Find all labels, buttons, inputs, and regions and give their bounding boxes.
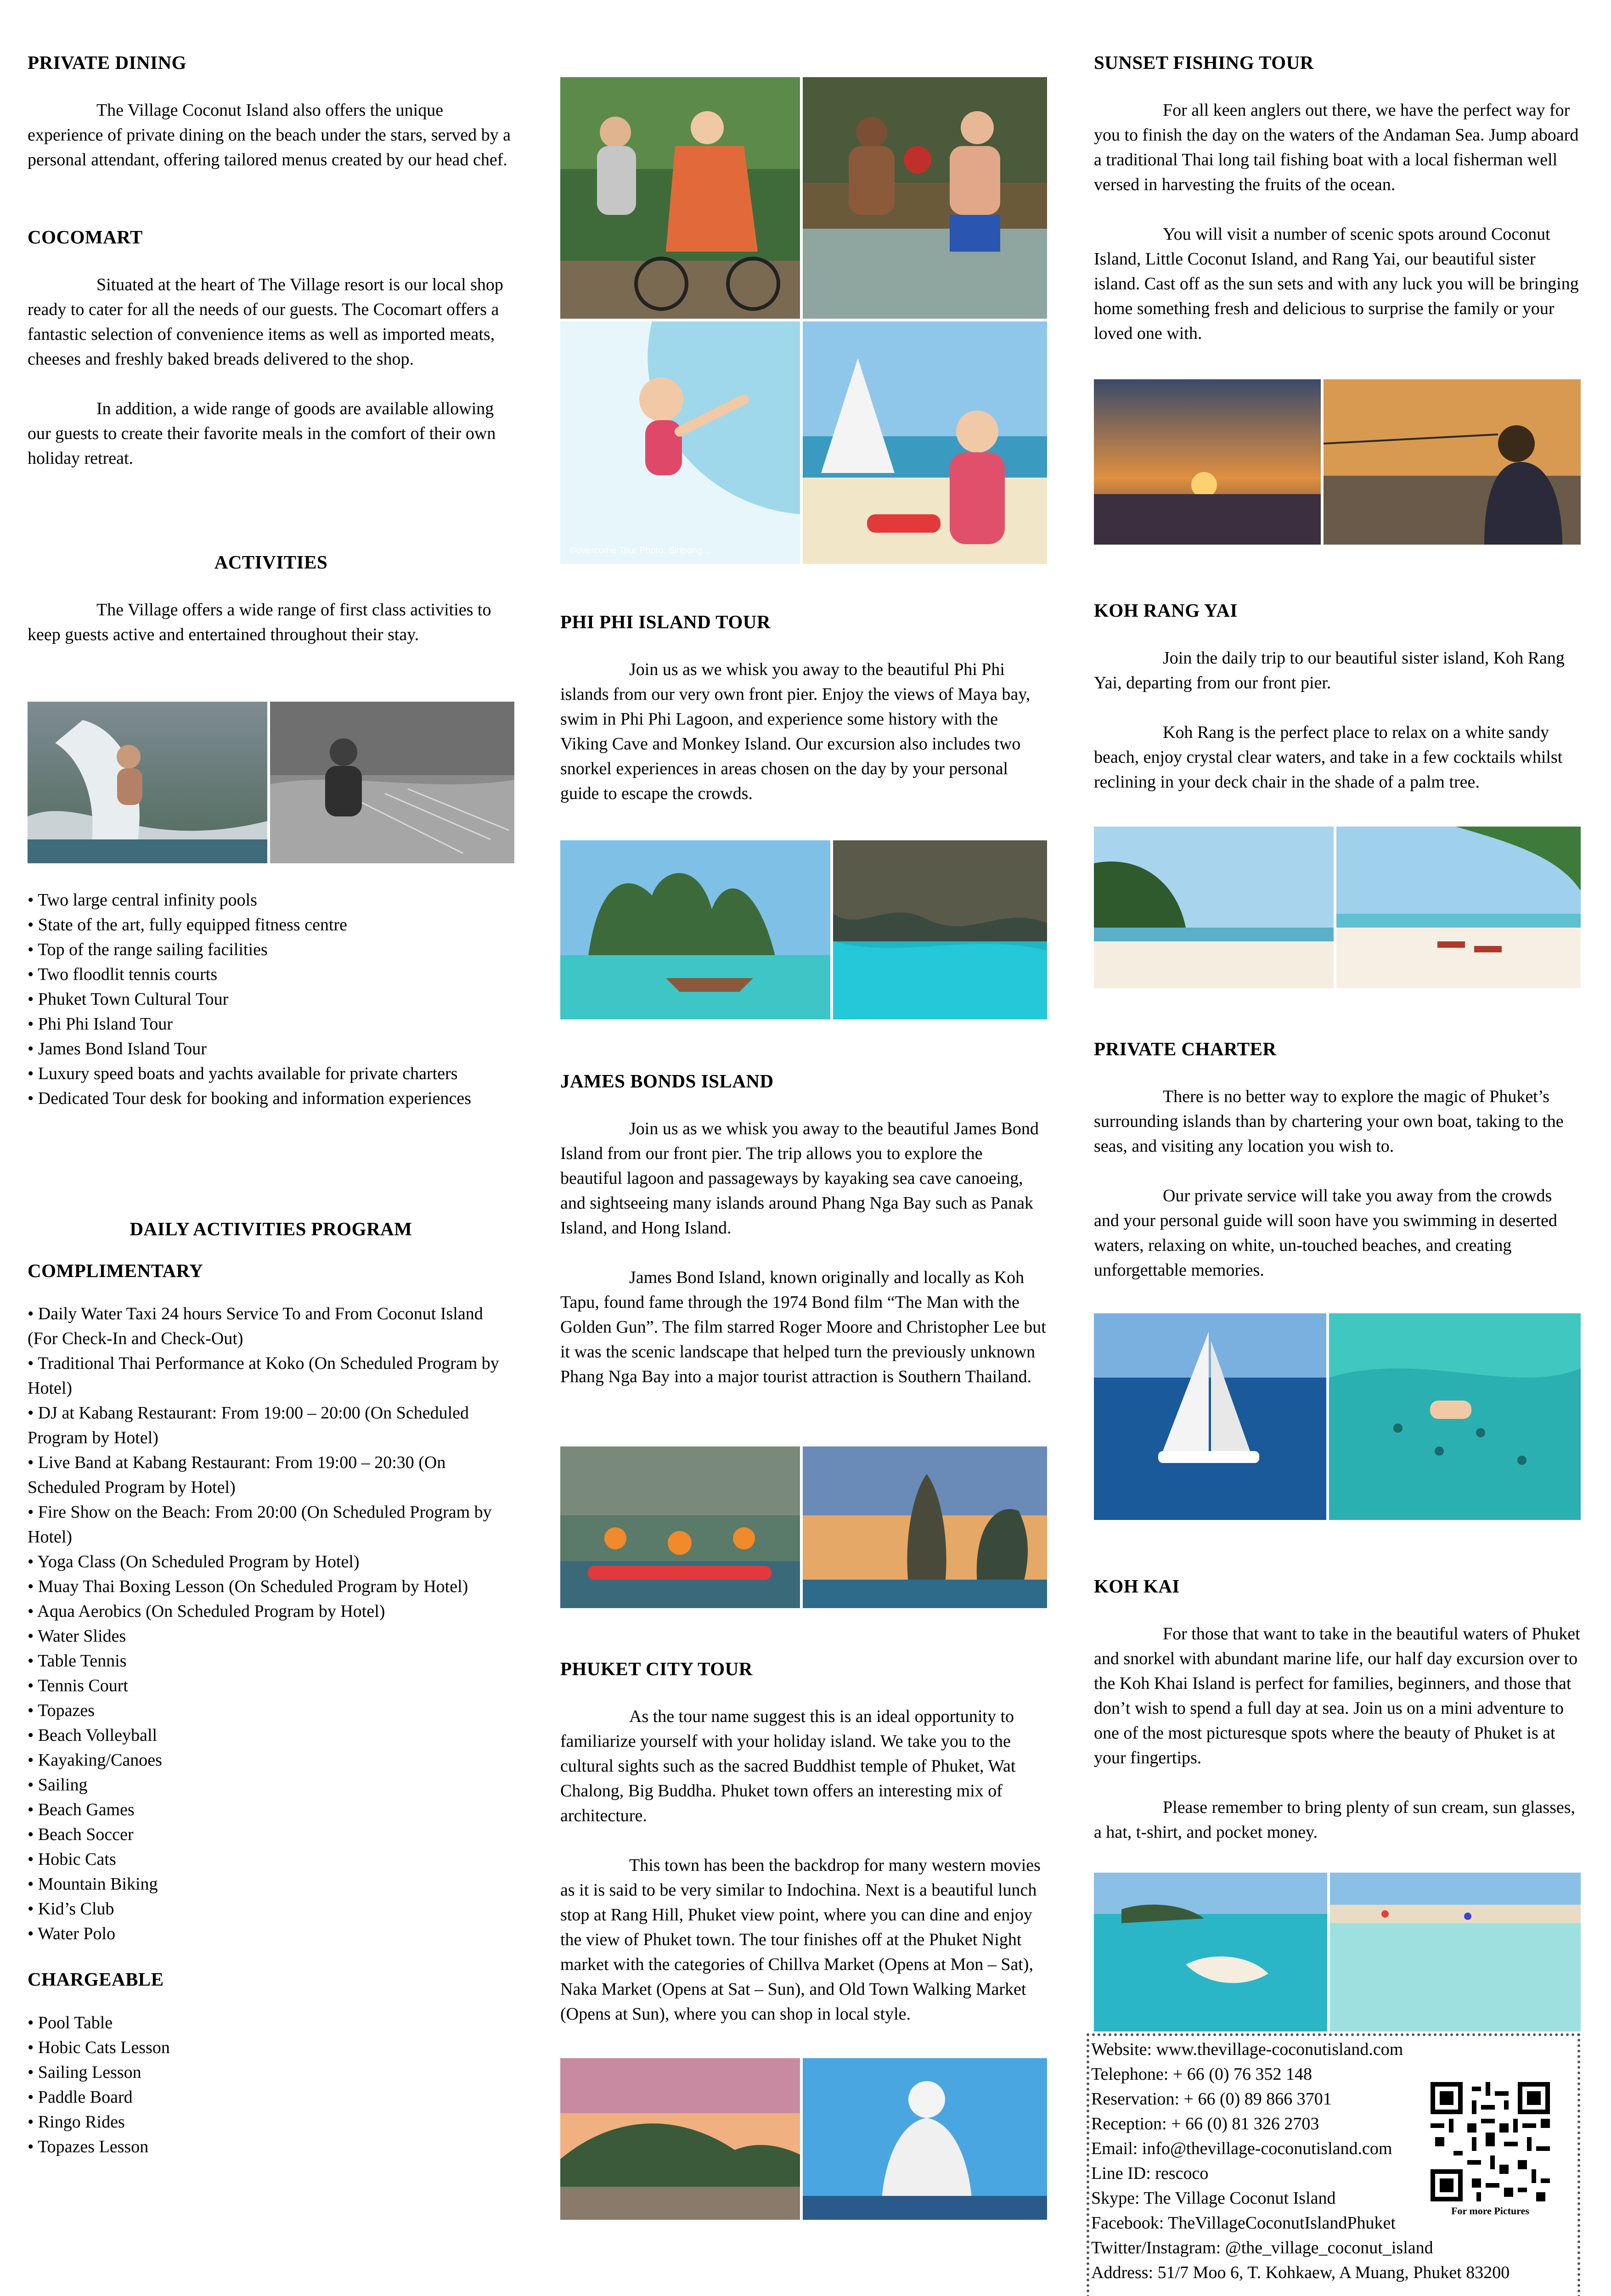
section-daily-activities [28,1218,514,2159]
qr-code[interactable] [1431,2082,1550,2201]
activities-list [28,888,514,1111]
complimentary-item: • Table Tennis [28,1651,127,1671]
contact-reservation: Reservation: + 66 (0) 89 866 3701 [1091,2089,1332,2109]
heading-sunset-fishing: SUNSET FISHING TOUR [1094,52,1314,73]
activities-item: • Dedicated Tour desk for booking and information experiences [28,1089,471,1108]
section-phi-phi [560,611,1047,806]
photo-muay-thai [803,77,1047,319]
heading-private-charter: PRIVATE CHARTER [1094,1038,1277,1059]
contact-skype: Skype: The Village Coconut Island [1091,2189,1336,2208]
activities-text: The Village offers a wide range of first class activities to keep guests active and entertained throughout their stay. [28,600,491,645]
cycling-image [560,77,800,319]
complimentary-item: • Water Slides [28,1626,126,1646]
activities-item: • Top of the range sailing facilities [28,940,268,959]
sunset-fishing-text-1: For all keen anglers out there, we have the perfect way for you to finish the day on the waters of the Andaman Sea. Jump aboard a traditional Thai long tail fishing boat with a local fisherman well versed in harvesting the fruits of the ocean. [1094,101,1579,195]
white-beach-image [1094,827,1334,988]
contact-address: Address: 51/7 Moo 6, T. Kohkaew, A Muang, Phuket 83200 [1091,2263,1510,2282]
heading-complimentary: COMPLIMENTARY [28,1260,203,1282]
big-buddha-image [803,2058,1047,2220]
cocomart-text-2: In addition, a wide range of goods are available allowing our guests to create their favorite meals in the comfort of their own holiday retreat. [28,399,496,468]
activities-item: • Luxury speed boats and yachts available for private charters [28,1064,458,1083]
chargeable-item: • Hobic Cats Lesson [28,2037,170,2057]
james-bond-island-image [803,1446,1047,1608]
complimentary-item: • Fire Show on the Beach: From 20:00 (On Scheduled Program by Hotel) [28,1503,492,1547]
james-bond-text-2: James Bond Island, known originally and locally as Koh Tapu, found fame through the 1974 Bond film “The Man with the Golden Gun”. The film starred Roger Moore and Christopher Lee but it was the scenic landscape that helped turn the previously unknown Phang Nga Bay into a major tourist attraction is Southern Thailand. [560,1268,1046,1387]
qr-code-icon [1431,2082,1550,2201]
contact-line: Line ID: rescoco [1091,2164,1209,2183]
contact-website[interactable]: Website: www.thevillage-coconutisland.com [1091,2040,1403,2059]
complimentary-item: • Traditional Thai Performance at Koko (On Scheduled Program by Hotel) [28,1354,499,1398]
contact-twitter: Twitter/Instagram: @the_village_coconut_island [1091,2238,1433,2257]
heading-phi-phi: PHI PHI ISLAND TOUR [560,611,771,632]
catamaran-image [1094,1313,1326,1520]
waterslide-girl-image [560,321,800,564]
rang-hill-view-image [560,2058,800,2220]
chargeable-item: • Paddle Board [28,2087,133,2107]
koh-kai-text-1: For those that want to take in the beautiful waters of Phuket and snorkel with abundant marine life, our half day excursion over to the Koh Khai Island is perfect for families, beginners, and those that don’t wish to spend a full day at sea. Join us on a mini adventure to one of the most picturesque spots where the beauty of Phuket is at your fingertips. [1094,1624,1580,1768]
section-phuket-city [560,1658,1047,2026]
complimentary-item: • Daily Water Taxi 24 hours Service To and From Coconut Island (For Check-In and Check-Out) [28,1304,483,1349]
phuket-city-text-2: This town has been the backdrop for many western movies as it is said to be very similar to Indochina. Next is a beautiful lunch stop at Rang Hill, Phuket view point, where you can dine and enjoy the view of Phuket town. The tour finishes off at the Phuket Night market with the categories of Chillva Market (Opens at Mon – Sat), Naka Market (Opens at Sat – Sun), and Old Town Walking Market (Opens at Sun), where you can shop in local style. [560,1856,1041,2024]
complimentary-item: • Mountain Biking [28,1874,158,1894]
koh-kai-island-image [1094,1873,1327,2032]
photo-snorkel-fish [1329,1313,1581,1520]
koh-kai-text-2: Please remember to bring plenty of sun cream, sun glasses, a hat, t-shirt, and pocket money. [1094,1798,1576,1842]
heading-daily-activities: DAILY ACTIVITIES PROGRAM [130,1218,412,1239]
complimentary-item: • Sailing [28,1775,88,1795]
snorkel-fish-image [1329,1313,1581,1520]
cocomart-text-1: Situated at the heart of The Village resort is our local shop ready to cater for all the needs of our guests. The Cocomart offers a fantastic selection of convenience items as well as imported meats, cheeses and freshly baked breads delivered to the shop. [28,275,503,369]
contact-reception: Reception: + 66 (0) 81 326 2703 [1091,2114,1319,2133]
fishing-net-image [270,702,514,863]
complimentary-item: • Muay Thai Boxing Lesson (On Scheduled Program by Hotel) [28,1577,468,1597]
complimentary-item: • Kayaking/Canoes [28,1750,162,1770]
muay-thai-image [803,77,1047,319]
complimentary-item: • Live Band at Kabang Restaurant: From 19:00 – 20:30 (On Scheduled Program by Hotel) [28,1453,446,1497]
activities-item: • Two floodlit tennis courts [28,965,218,984]
chargeable-list [28,2010,514,2159]
complimentary-item: • Yoga Class (On Scheduled Program by Hotel) [28,1552,360,1572]
photo-koh-kai-beach [1330,1873,1581,2032]
complimentary-item: • DJ at Kabang Restaurant: From 19:00 – 20:00 (On Scheduled Program by Hotel) [28,1403,469,1448]
qr-caption: For more Pictures [1451,2205,1529,2217]
chargeable-item: • Pool Table [28,2013,113,2032]
lagoon-image [833,840,1047,1019]
heading-phuket-city: PHUKET CITY TOUR [560,1658,753,1679]
section-activities [28,551,514,647]
photo-deck-chairs [1336,827,1581,988]
longtail-boat-image [560,840,830,1019]
photo-beach-selfie [803,321,1047,564]
photo-waterslide-girl [560,321,800,564]
photo-james-bond-island [803,1446,1047,1608]
koh-kai-beach-image [1330,1873,1581,2032]
heading-koh-rang-yai: KOH RANG YAI [1094,600,1238,621]
section-private-dining [28,51,514,172]
activities-item: • Two large central infinity pools [28,890,257,910]
section-koh-rang-yai [1094,599,1581,794]
heading-koh-kai: KOH KAI [1094,1576,1180,1597]
complimentary-item: • Topazes [28,1701,95,1721]
koh-rang-yai-text-1: Join the daily trip to our beautiful sister island, Koh Rang Yai, departing from our front pier. [1094,648,1565,693]
sunset-fishing-text-2: You will visit a number of scenic spots around Coconut Island, Little Coconut Island, and Rang Yai, our beautiful sister island. Cast off as the sun sets and with any luck you will be bringing home something fresh and delicious to surprise the family or your loved one with. [1094,225,1579,343]
photo-fisherman [1324,379,1581,545]
complimentary-item: • Tennis Court [28,1676,128,1696]
photo-kayaking [560,1446,800,1608]
section-cocomart [28,226,514,471]
private-charter-text-2: Our private service will take you away from the crowds and your personal guide will soon have you swimming in deserted waters, relaxing on white, un-touched beaches, and creating unforgettable memories. [1094,1186,1557,1280]
heading-chargeable: CHARGEABLE [28,1969,164,1990]
phuket-city-text-1: As the tour name suggest this is an ideal opportunity to familiarize yourself with your holiday island. We take you to the cultural sights such as the sacred Buddhist temple of Phuket, Wat Chalong, Big Buddha. Phuket town offers an interesting mix of architecture. [560,1707,1016,1826]
beach-selfie-image [803,321,1047,564]
fisherman-image [1324,379,1581,545]
photo-fishing-net [270,702,514,863]
chargeable-item: • Topazes Lesson [28,2137,149,2156]
contact-telephone: Telephone: + 66 (0) 76 352 148 [1091,2065,1312,2084]
photo-waterslide [28,702,267,863]
complimentary-item: • Water Polo [28,1924,116,1944]
photo-longtail-boat [560,840,830,1019]
photo-cycling [560,77,800,319]
heading-activities: ACTIVITIES [214,551,328,573]
koh-rang-yai-text-2: Koh Rang is the perfect place to relax on a white sandy beach, enjoy crystal clear waters, and take in a few cocktails whilst reclining in your deck chair in the shade of a palm tree. [1094,723,1563,792]
section-koh-kai [1094,1575,1581,1845]
kayaking-image [560,1446,800,1608]
chargeable-item: • Ringo Rides [28,2112,125,2132]
heading-james-bond: JAMES BONDS ISLAND [560,1070,774,1092]
contact-box [1087,2033,1580,2296]
private-charter-text-1: There is no better way to explore the magic of Phuket’s surrounding islands than by chartering your own boat, taking to the seas, and visiting any location you wish to. [1094,1087,1564,1156]
complimentary-item: • Beach Volleyball [28,1726,158,1745]
deck-chairs-image [1336,827,1581,988]
heading-cocomart: COCOMART [28,226,143,248]
james-bond-text-1: Join us as we whisk you away to the beautiful James Bond Island from our front pier. The trip allows you to explore the beautiful lagoon and passageways by kayaking sea cave canoeing, and sightseeing many islands around Phang Nga Bay such as Panak Island, and Hong Island. [560,1119,1039,1238]
photo-catamaran [1094,1313,1326,1520]
photo-watermark: ©overcome Tour Photo: Siripong... [569,546,710,556]
waterslide-image [28,702,267,863]
complimentary-item: • Beach Games [28,1800,135,1820]
section-sunset-fishing [1094,51,1581,346]
photo-big-buddha [803,2058,1047,2220]
contact-email[interactable]: Email: info@thevillage-coconutisland.com [1091,2139,1392,2158]
chargeable-item: • Sailing Lesson [28,2062,141,2082]
activities-item: • State of the art, fully equipped fitness centre [28,915,348,934]
private-dining-text: The Village Coconut Island also offers the unique experience of private dining on the beach under the stars, served by a personal attendant, offering tailored menus created by our head chef. [28,101,511,170]
complimentary-item: • Beach Soccer [28,1825,134,1845]
section-james-bond [560,1070,1047,1389]
photo-rang-hill-view [560,2058,800,2220]
complimentary-item: • Kid’s Club [28,1899,114,1919]
photo-koh-kai-island [1094,1873,1327,2032]
activities-item: • James Bond Island Tour [28,1039,207,1058]
photo-lagoon [833,840,1047,1019]
complimentary-item: • Aqua Aerobics (On Scheduled Program by Hotel) [28,1602,385,1621]
photo-sunset [1094,379,1321,545]
sunset-image [1094,379,1321,545]
complimentary-item: • Hobic Cats [28,1850,116,1869]
heading-private-dining: PRIVATE DINING [28,52,187,73]
photo-white-beach [1094,827,1334,988]
phi-phi-text: Join us as we whisk you away to the beautiful Phi Phi islands from our very own front pier. Enjoy the views of Maya bay, swim in Phi Phi Lagoon, and experience some history with the Viking Cave and Monkey Island. Our excursion also includes two snorkel experiences in areas chosen on the day by your personal guide to escape the crowds. [560,660,1031,804]
contact-facebook: Facebook: TheVillageCoconutIslandPhuket [1091,2213,1396,2233]
activities-item: • Phi Phi Island Tour [28,1014,173,1034]
activities-item: • Phuket Town Cultural Tour [28,990,229,1009]
section-private-charter [1094,1038,1581,1283]
complimentary-list [28,1301,514,1946]
